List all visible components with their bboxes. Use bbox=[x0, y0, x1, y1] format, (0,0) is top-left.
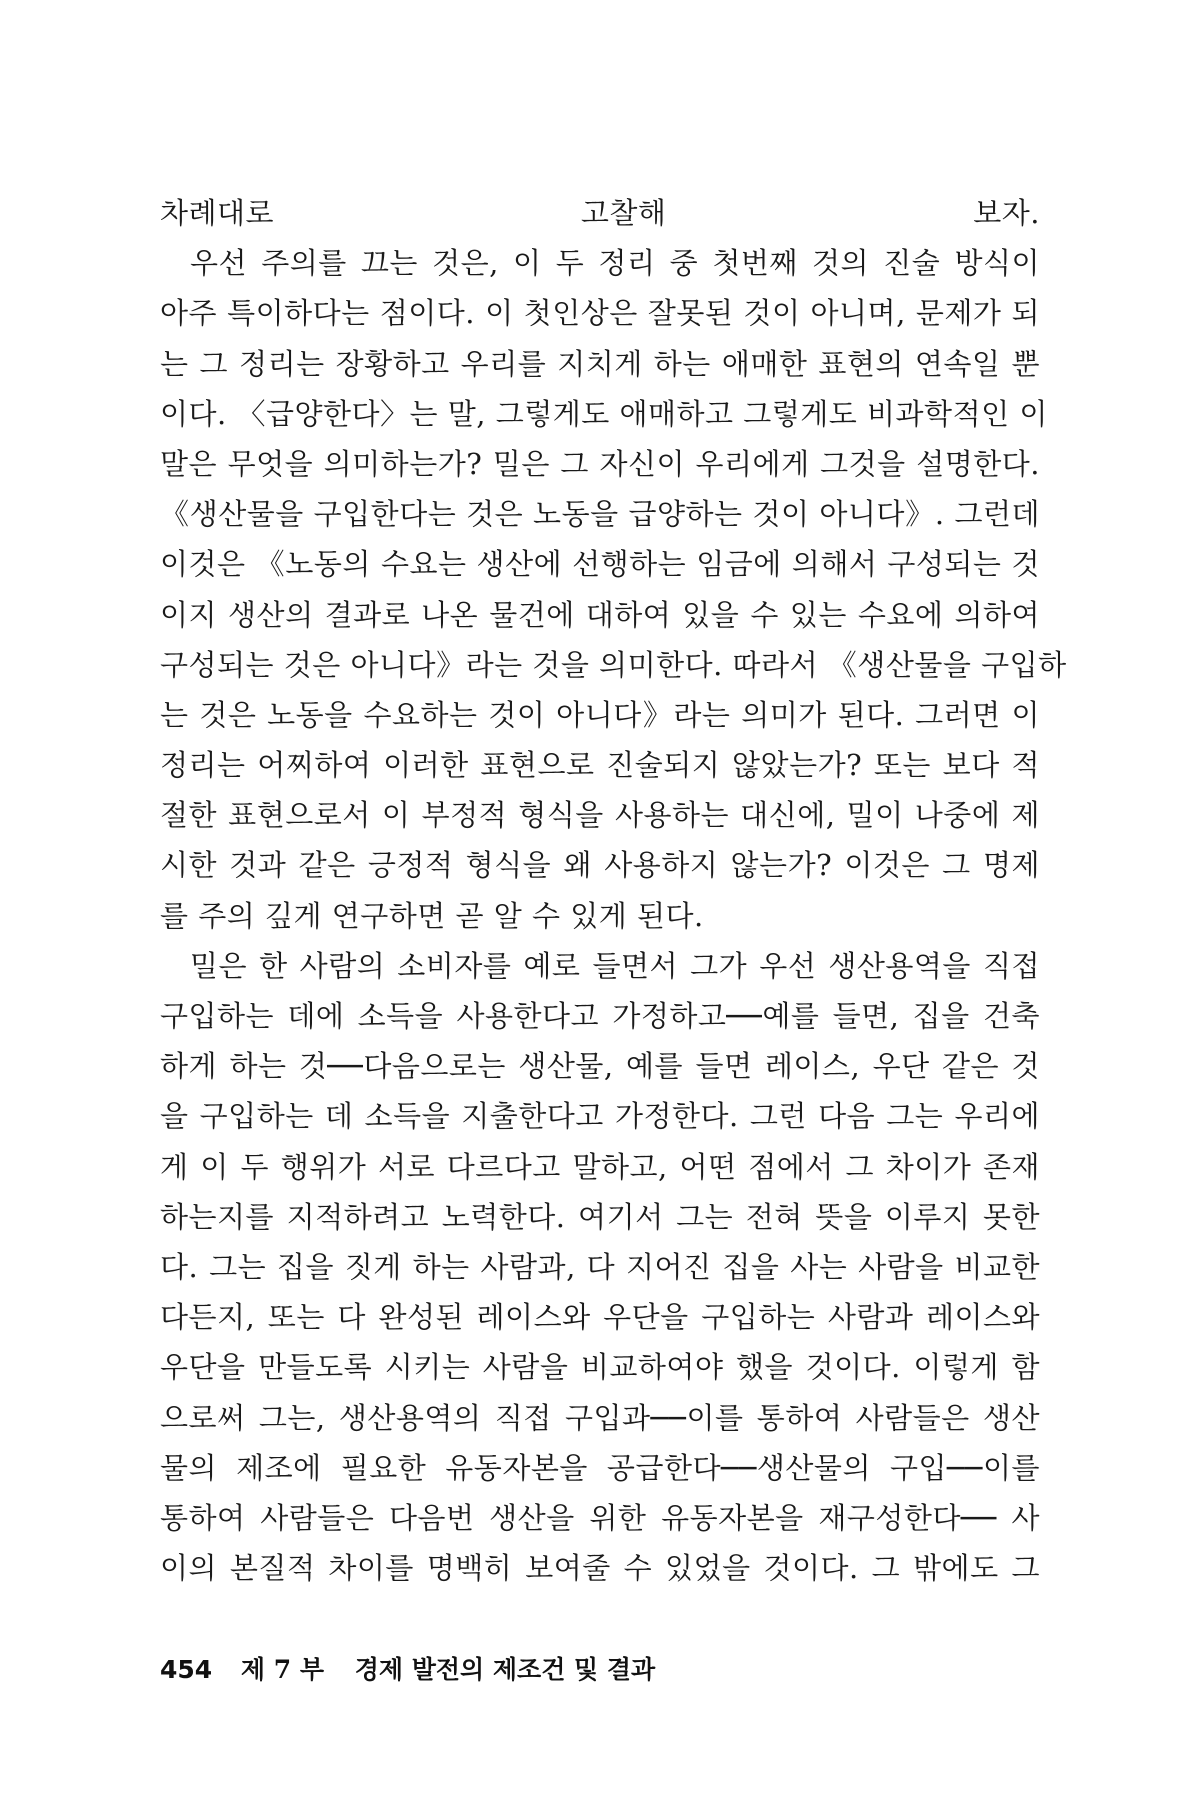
text-line: 정리는 어찌하여 이러한 표현으로 진술되지 않았는가? 또는 보다 적 bbox=[160, 748, 1040, 783]
text-line: 차례대로 고찰해 보자. bbox=[160, 196, 1040, 230]
text-line: 절한 표현으로서 이 부정적 형식을 사용하는 대신에, 밀이 나중에 제 bbox=[160, 798, 1040, 833]
text-line: 이다. 〈급양한다〉는 말, 그렇게도 애매하고 그렇게도 비과학적인 이 bbox=[160, 396, 1048, 431]
text-line: 《생산물을 구입한다는 것은 노동을 급양하는 것이 아니다》. 그런데 bbox=[160, 497, 1040, 532]
text-line: 아주 특이하다는 점이다. 이 첫인상은 잘못된 것이 아니며, 문제가 되 bbox=[160, 296, 1040, 331]
text-line: 을 구입하는 데 소득을 지출한다고 가정한다. 그런 다음 그는 우리에 bbox=[160, 1099, 1040, 1134]
text-line: 우선 주의를 끄는 것은, 이 두 정리 중 첫번째 것의 진술 방식이 bbox=[190, 246, 1040, 281]
part-label: 제 7 부 bbox=[240, 1655, 325, 1684]
text-line: 우단을 만들도록 시키는 사람을 비교하여야 했을 것이다. 이렇게 함 bbox=[160, 1350, 1040, 1385]
text-line: 를 주의 깊게 연구하면 곧 알 수 있게 된다. bbox=[160, 898, 704, 933]
text-line: 밀은 한 사람의 소비자를 예로 들면서 그가 우선 생산용역을 직접 bbox=[190, 948, 1040, 983]
page-footer bbox=[160, 1650, 655, 1686]
text-line: 시한 것과 같은 긍정적 형식을 왜 사용하지 않는가? 이것은 그 명제 bbox=[160, 848, 1040, 883]
text-line: 말은 무엇을 의미하는가? 밀은 그 자신이 우리에게 그것을 설명한다. bbox=[160, 446, 1040, 481]
text-line: 구입하는 데에 소득을 사용한다고 가정하고──예를 들면, 집을 건축 bbox=[160, 999, 1040, 1033]
text-line: 이지 생산의 결과로 나온 물건에 대하여 있을 수 있는 수요에 의하여 bbox=[160, 597, 1040, 632]
text-line: 이의 본질적 차이를 명백히 보여줄 수 있었을 것이다. 그 밖에도 그 bbox=[160, 1551, 1040, 1586]
text-line: 는 것은 노동을 수요하는 것이 아니다》라는 의미가 된다. 그러면 이 bbox=[160, 697, 1040, 732]
page-number: 454 bbox=[160, 1655, 213, 1684]
text-line: 다. 그는 집을 짓게 하는 사람과, 다 지어진 집을 사는 사람을 비교한 bbox=[160, 1249, 1040, 1284]
text-line: 이것은 《노동의 수요는 생산에 선행하는 임금에 의해서 구성되는 것 bbox=[160, 547, 1040, 582]
text-line: 다든지, 또는 다 완성된 레이스와 우단을 구입하는 사람과 레이스와 bbox=[160, 1300, 1040, 1335]
text-line: 통하여 사람들은 다음번 생산을 위한 유동자본을 재구성한다── 사 bbox=[160, 1500, 1040, 1535]
text-line: 구성되는 것은 아니다》라는 것을 의미한다. 따라서 《생산물을 구입하 bbox=[160, 647, 1067, 682]
body-text bbox=[160, 188, 1067, 1593]
text-line: 게 이 두 행위가 서로 다르다고 말하고, 어떤 점에서 그 차이가 존재 bbox=[160, 1149, 1040, 1184]
text-line: 물의 제조에 필요한 유동자본을 공급한다──생산물의 구입──이를 bbox=[160, 1450, 1040, 1485]
text-line: 하는지를 지적하려고 노력한다. 여기서 그는 전혀 뜻을 이루지 못한 bbox=[160, 1199, 1040, 1234]
text-line: 으로써 그는, 생산용역의 직접 구입과──이를 통하여 사람들은 생산 bbox=[160, 1400, 1040, 1435]
text-line: 는 그 정리는 장황하고 우리를 지치게 하는 애매한 표현의 연속일 뿐 bbox=[160, 346, 1040, 381]
text-line: 하게 하는 것──다음으로는 생산물, 예를 들면 레이스, 우단 같은 것 bbox=[160, 1049, 1040, 1084]
chapter-title: 경제 발전의 제조건 및 결과 bbox=[354, 1655, 656, 1684]
